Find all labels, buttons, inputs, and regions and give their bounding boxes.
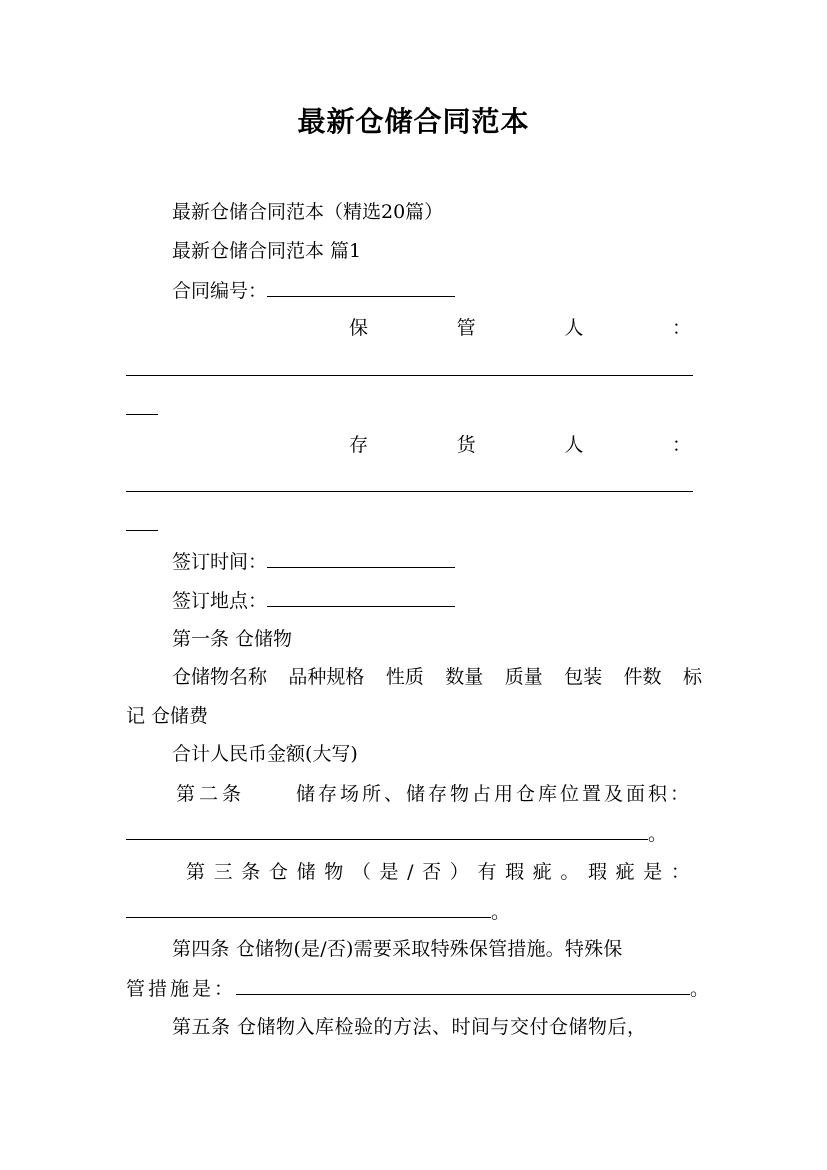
column-name: 包装: [564, 666, 603, 688]
document-title: 最新仓储合同范本: [297, 105, 530, 138]
article-2-number: 第二条: [176, 783, 246, 805]
keeper-char: 管: [456, 317, 476, 339]
article-3-char: 条: [241, 861, 261, 883]
article-3-char: 储: [296, 861, 316, 883]
depositor-char: 货: [456, 434, 476, 456]
article-3-char: 有: [477, 861, 497, 883]
article-3-char: 瑕: [588, 861, 608, 883]
part-heading: 最新仓储合同范本 篇1: [172, 240, 362, 262]
article-3-char: 三: [213, 861, 233, 883]
article-3-char: 瑕: [505, 861, 525, 883]
article-1-columns: [172, 665, 702, 689]
column-name: 件数: [623, 666, 662, 688]
column-name: 品种规格: [288, 666, 365, 688]
article-3-char: （: [351, 861, 371, 883]
keeper-char: 人: [564, 317, 584, 339]
article-3-line1: [186, 860, 690, 884]
article-1-columns-cont: 记 仓储费: [126, 705, 209, 727]
subtitle: 最新仓储合同范本（精选20篇）: [172, 201, 444, 223]
article-2-line2: [126, 821, 667, 846]
article-3-char: /: [407, 861, 414, 883]
keeper-char: ：: [671, 317, 691, 339]
sign-place-label: 签订地点：: [172, 590, 268, 612]
article-3-end: 。: [491, 901, 511, 923]
contract-number-label: 合同编号：: [172, 280, 268, 302]
article-3-char: ：: [670, 861, 690, 883]
column-name: 仓储物名称: [172, 666, 268, 688]
article-2-text: 储存场所、储存物占用仓库位置及面积：: [295, 783, 692, 805]
depositor-blank-line2[interactable]: [126, 530, 158, 531]
column-name: 性质: [385, 666, 424, 688]
contract-number-line: [172, 278, 455, 303]
article-4-label: 管措施是：: [126, 978, 237, 1000]
column-name: 质量: [504, 666, 543, 688]
article-1-title: 第一条 仓储物: [172, 628, 293, 650]
depositor-blank-line1[interactable]: [126, 491, 693, 492]
keeper-label: [349, 316, 691, 340]
article-3-char: 仓: [268, 861, 288, 883]
sign-time-blank[interactable]: [267, 549, 455, 568]
article-3-char: 物: [324, 861, 344, 883]
sign-place-line: [172, 588, 455, 613]
contract-number-blank[interactable]: [267, 278, 455, 297]
article-2-line1: [176, 782, 692, 806]
article-2-blank[interactable]: [126, 821, 648, 840]
article-3-char: 否: [422, 861, 442, 883]
article-3-char: 第: [186, 861, 206, 883]
sign-time-line: [172, 549, 455, 574]
depositor-char: ：: [671, 434, 691, 456]
article-3-char: 疵: [615, 861, 635, 883]
article-2-end: 。: [648, 823, 668, 845]
article-4-line1: 第四条 仓储物(是/否)需要采取特殊保管措施。特殊保: [172, 938, 623, 960]
article-5-line1: 第五条 仓储物入库检验的方法、时间与交付仓储物后，: [172, 1016, 647, 1038]
article-3-char: 是: [643, 861, 663, 883]
article-3-blank[interactable]: [126, 899, 491, 918]
column-name: 数量: [445, 666, 484, 688]
depositor-char: 存: [349, 434, 369, 456]
keeper-char: 保: [349, 317, 369, 339]
article-3-char: 。: [560, 861, 580, 883]
sign-time-label: 签订时间：: [172, 551, 268, 573]
article-3-char: ）: [449, 861, 469, 883]
keeper-blank-line2[interactable]: [126, 414, 158, 415]
article-3-char: 疵: [532, 861, 552, 883]
depositor-char: 人: [564, 434, 584, 456]
article-4-end: 。: [690, 978, 710, 1000]
depositor-label: [349, 433, 691, 457]
sign-place-blank[interactable]: [267, 588, 455, 607]
article-4-line2: [126, 976, 709, 1001]
article-3-line2: [126, 899, 510, 924]
column-name: 标: [682, 666, 702, 688]
keeper-blank-line1[interactable]: [126, 375, 693, 376]
article-4-blank[interactable]: [236, 976, 690, 995]
total-rmb-label: 合计人民币金额(大写): [172, 743, 358, 765]
article-3-char: 是: [379, 861, 399, 883]
